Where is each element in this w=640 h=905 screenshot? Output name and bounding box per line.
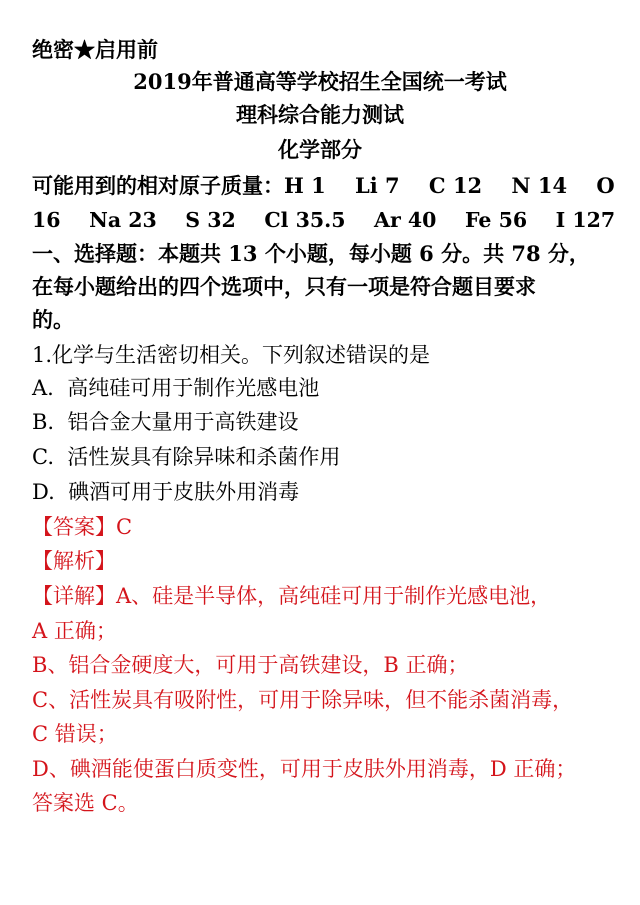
detail-line-5: C 错误； bbox=[32, 722, 118, 746]
answer-label: 【答案】C bbox=[32, 515, 133, 539]
option-a: A. 高纯硅可用于制作光感电池 bbox=[32, 376, 320, 400]
instructions-line-3: 的。 bbox=[32, 307, 74, 332]
detail-line-7: 答案选 C。 bbox=[32, 791, 139, 815]
option-d: D. 碘酒可用于皮肤外用消毒 bbox=[32, 480, 300, 504]
subject-title: 理科综合能力测试 bbox=[236, 102, 404, 127]
detail-line-1: 【详解】A、硅是半导体，高纯硅可用于制作光感电池， bbox=[32, 584, 552, 608]
instructions-line-2: 在每小题给出的四个选项中，只有一项是符合题目要求 bbox=[32, 274, 536, 299]
detail-line-2: A 正确； bbox=[32, 619, 117, 643]
detail-line-4: C、活性炭具有吸附性，可用于除异味，但不能杀菌消毒， bbox=[32, 688, 574, 712]
detail-line-3: B、铝合金硬度大，可用于高铁建设，B 正确； bbox=[32, 653, 469, 677]
atomic-masses-line-2: 16 Na 23 S 32 Cl 35.5 Ar 40 Fe 56 I 127 bbox=[32, 208, 616, 232]
analysis-label: 【解析】 bbox=[32, 549, 116, 573]
section-title: 化学部分 bbox=[278, 137, 362, 162]
detail-line-6: D、碘酒能使蛋白质变性，可用于皮肤外用消毒，D 正确； bbox=[32, 757, 577, 781]
atomic-masses-line-1: 可能用到的相对原子质量：H 1 Li 7 C 12 N 14 O bbox=[32, 173, 615, 198]
option-c: C. 活性炭具有除异味和杀菌作用 bbox=[32, 445, 341, 469]
question-stem: 1.化学与生活密切相关。下列叙述错误的是 bbox=[32, 343, 431, 367]
exam-title: 2019年普通高等学校招生全国统一考试 bbox=[133, 69, 507, 94]
option-b: B. 铝合金大量用于高铁建设 bbox=[32, 410, 299, 434]
instructions-line-1: 一、选择题：本题共 13 个小题，每小题 6 分。共 78 分， bbox=[32, 241, 590, 266]
secret-mark: 绝密★启用前 bbox=[32, 37, 158, 62]
